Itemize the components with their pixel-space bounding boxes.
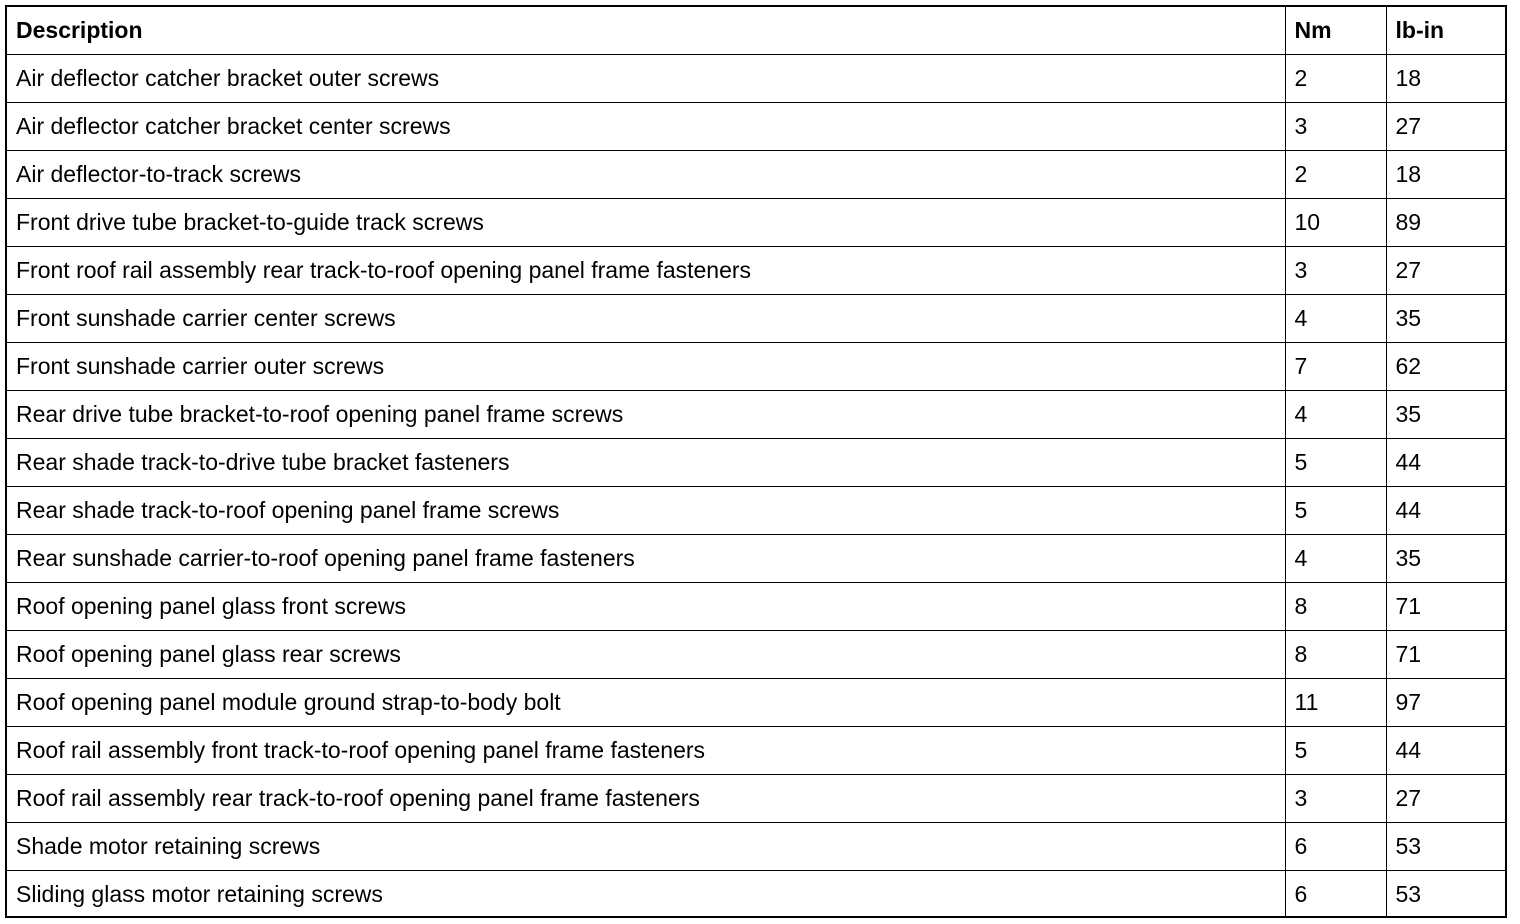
table-row	[7, 871, 1505, 919]
cell-description: Roof rail assembly front track-to-roof opening panel frame fasteners	[7, 727, 1285, 775]
cell-lbin: 27	[1386, 775, 1505, 823]
cell-nm: 4	[1285, 535, 1386, 583]
cell-nm: 5	[1285, 727, 1386, 775]
cell-lbin: 18	[1386, 55, 1505, 103]
header-nm: Nm	[1285, 7, 1386, 55]
cell-lbin: 97	[1386, 679, 1505, 727]
cell-lbin: 44	[1386, 439, 1505, 487]
cell-nm: 6	[1285, 871, 1386, 919]
cell-description: Front sunshade carrier outer screws	[7, 343, 1285, 391]
cell-description: Front sunshade carrier center screws	[7, 295, 1285, 343]
cell-nm: 3	[1285, 247, 1386, 295]
table-row	[7, 823, 1505, 871]
cell-description: Air deflector-to-track screws	[7, 151, 1285, 199]
table-header-row	[7, 7, 1505, 55]
table-row	[7, 487, 1505, 535]
cell-description: Front drive tube bracket-to-guide track screws	[7, 199, 1285, 247]
table-row	[7, 343, 1505, 391]
cell-nm: 2	[1285, 55, 1386, 103]
table-row	[7, 103, 1505, 151]
table-row	[7, 775, 1505, 823]
cell-nm: 5	[1285, 439, 1386, 487]
cell-description: Front roof rail assembly rear track-to-roof opening panel frame fasteners	[7, 247, 1285, 295]
table-row	[7, 439, 1505, 487]
table-row	[7, 631, 1505, 679]
cell-nm: 3	[1285, 775, 1386, 823]
cell-lbin: 44	[1386, 487, 1505, 535]
cell-description: Roof opening panel module ground strap-to-body bolt	[7, 679, 1285, 727]
cell-description: Roof opening panel glass front screws	[7, 583, 1285, 631]
cell-description: Rear sunshade carrier-to-roof opening panel frame fasteners	[7, 535, 1285, 583]
table-row	[7, 151, 1505, 199]
cell-description: Rear drive tube bracket-to-roof opening panel frame screws	[7, 391, 1285, 439]
cell-lbin: 35	[1386, 391, 1505, 439]
cell-description: Roof rail assembly rear track-to-roof opening panel frame fasteners	[7, 775, 1285, 823]
cell-nm: 4	[1285, 295, 1386, 343]
cell-lbin: 53	[1386, 871, 1505, 919]
cell-nm: 4	[1285, 391, 1386, 439]
cell-lbin: 89	[1386, 199, 1505, 247]
cell-nm: 6	[1285, 823, 1386, 871]
table-row	[7, 247, 1505, 295]
cell-lbin: 53	[1386, 823, 1505, 871]
cell-lbin: 27	[1386, 247, 1505, 295]
torque-table-frame	[5, 5, 1507, 918]
cell-lbin: 44	[1386, 727, 1505, 775]
cell-description: Sliding glass motor retaining screws	[7, 871, 1285, 919]
table-row	[7, 391, 1505, 439]
cell-nm: 11	[1285, 679, 1386, 727]
table-row	[7, 583, 1505, 631]
cell-nm: 7	[1285, 343, 1386, 391]
table-body	[7, 55, 1505, 919]
cell-lbin: 71	[1386, 631, 1505, 679]
cell-description: Air deflector catcher bracket center screws	[7, 103, 1285, 151]
table-row	[7, 679, 1505, 727]
cell-nm: 8	[1285, 631, 1386, 679]
cell-nm: 3	[1285, 103, 1386, 151]
header-description: Description	[7, 7, 1285, 55]
cell-lbin: 18	[1386, 151, 1505, 199]
cell-description: Shade motor retaining screws	[7, 823, 1285, 871]
cell-lbin: 71	[1386, 583, 1505, 631]
cell-lbin: 35	[1386, 295, 1505, 343]
cell-description: Roof opening panel glass rear screws	[7, 631, 1285, 679]
cell-lbin: 35	[1386, 535, 1505, 583]
cell-lbin: 62	[1386, 343, 1505, 391]
table-row	[7, 199, 1505, 247]
table-row	[7, 55, 1505, 103]
header-lbin: lb-in	[1386, 7, 1505, 55]
torque-specification-table	[7, 7, 1505, 918]
cell-description: Rear shade track-to-roof opening panel frame screws	[7, 487, 1285, 535]
cell-description: Rear shade track-to-drive tube bracket fasteners	[7, 439, 1285, 487]
cell-nm: 5	[1285, 487, 1386, 535]
cell-lbin: 27	[1386, 103, 1505, 151]
cell-description: Air deflector catcher bracket outer screws	[7, 55, 1285, 103]
table-row	[7, 295, 1505, 343]
cell-nm: 10	[1285, 199, 1386, 247]
cell-nm: 8	[1285, 583, 1386, 631]
cell-nm: 2	[1285, 151, 1386, 199]
table-row	[7, 727, 1505, 775]
table-row	[7, 535, 1505, 583]
